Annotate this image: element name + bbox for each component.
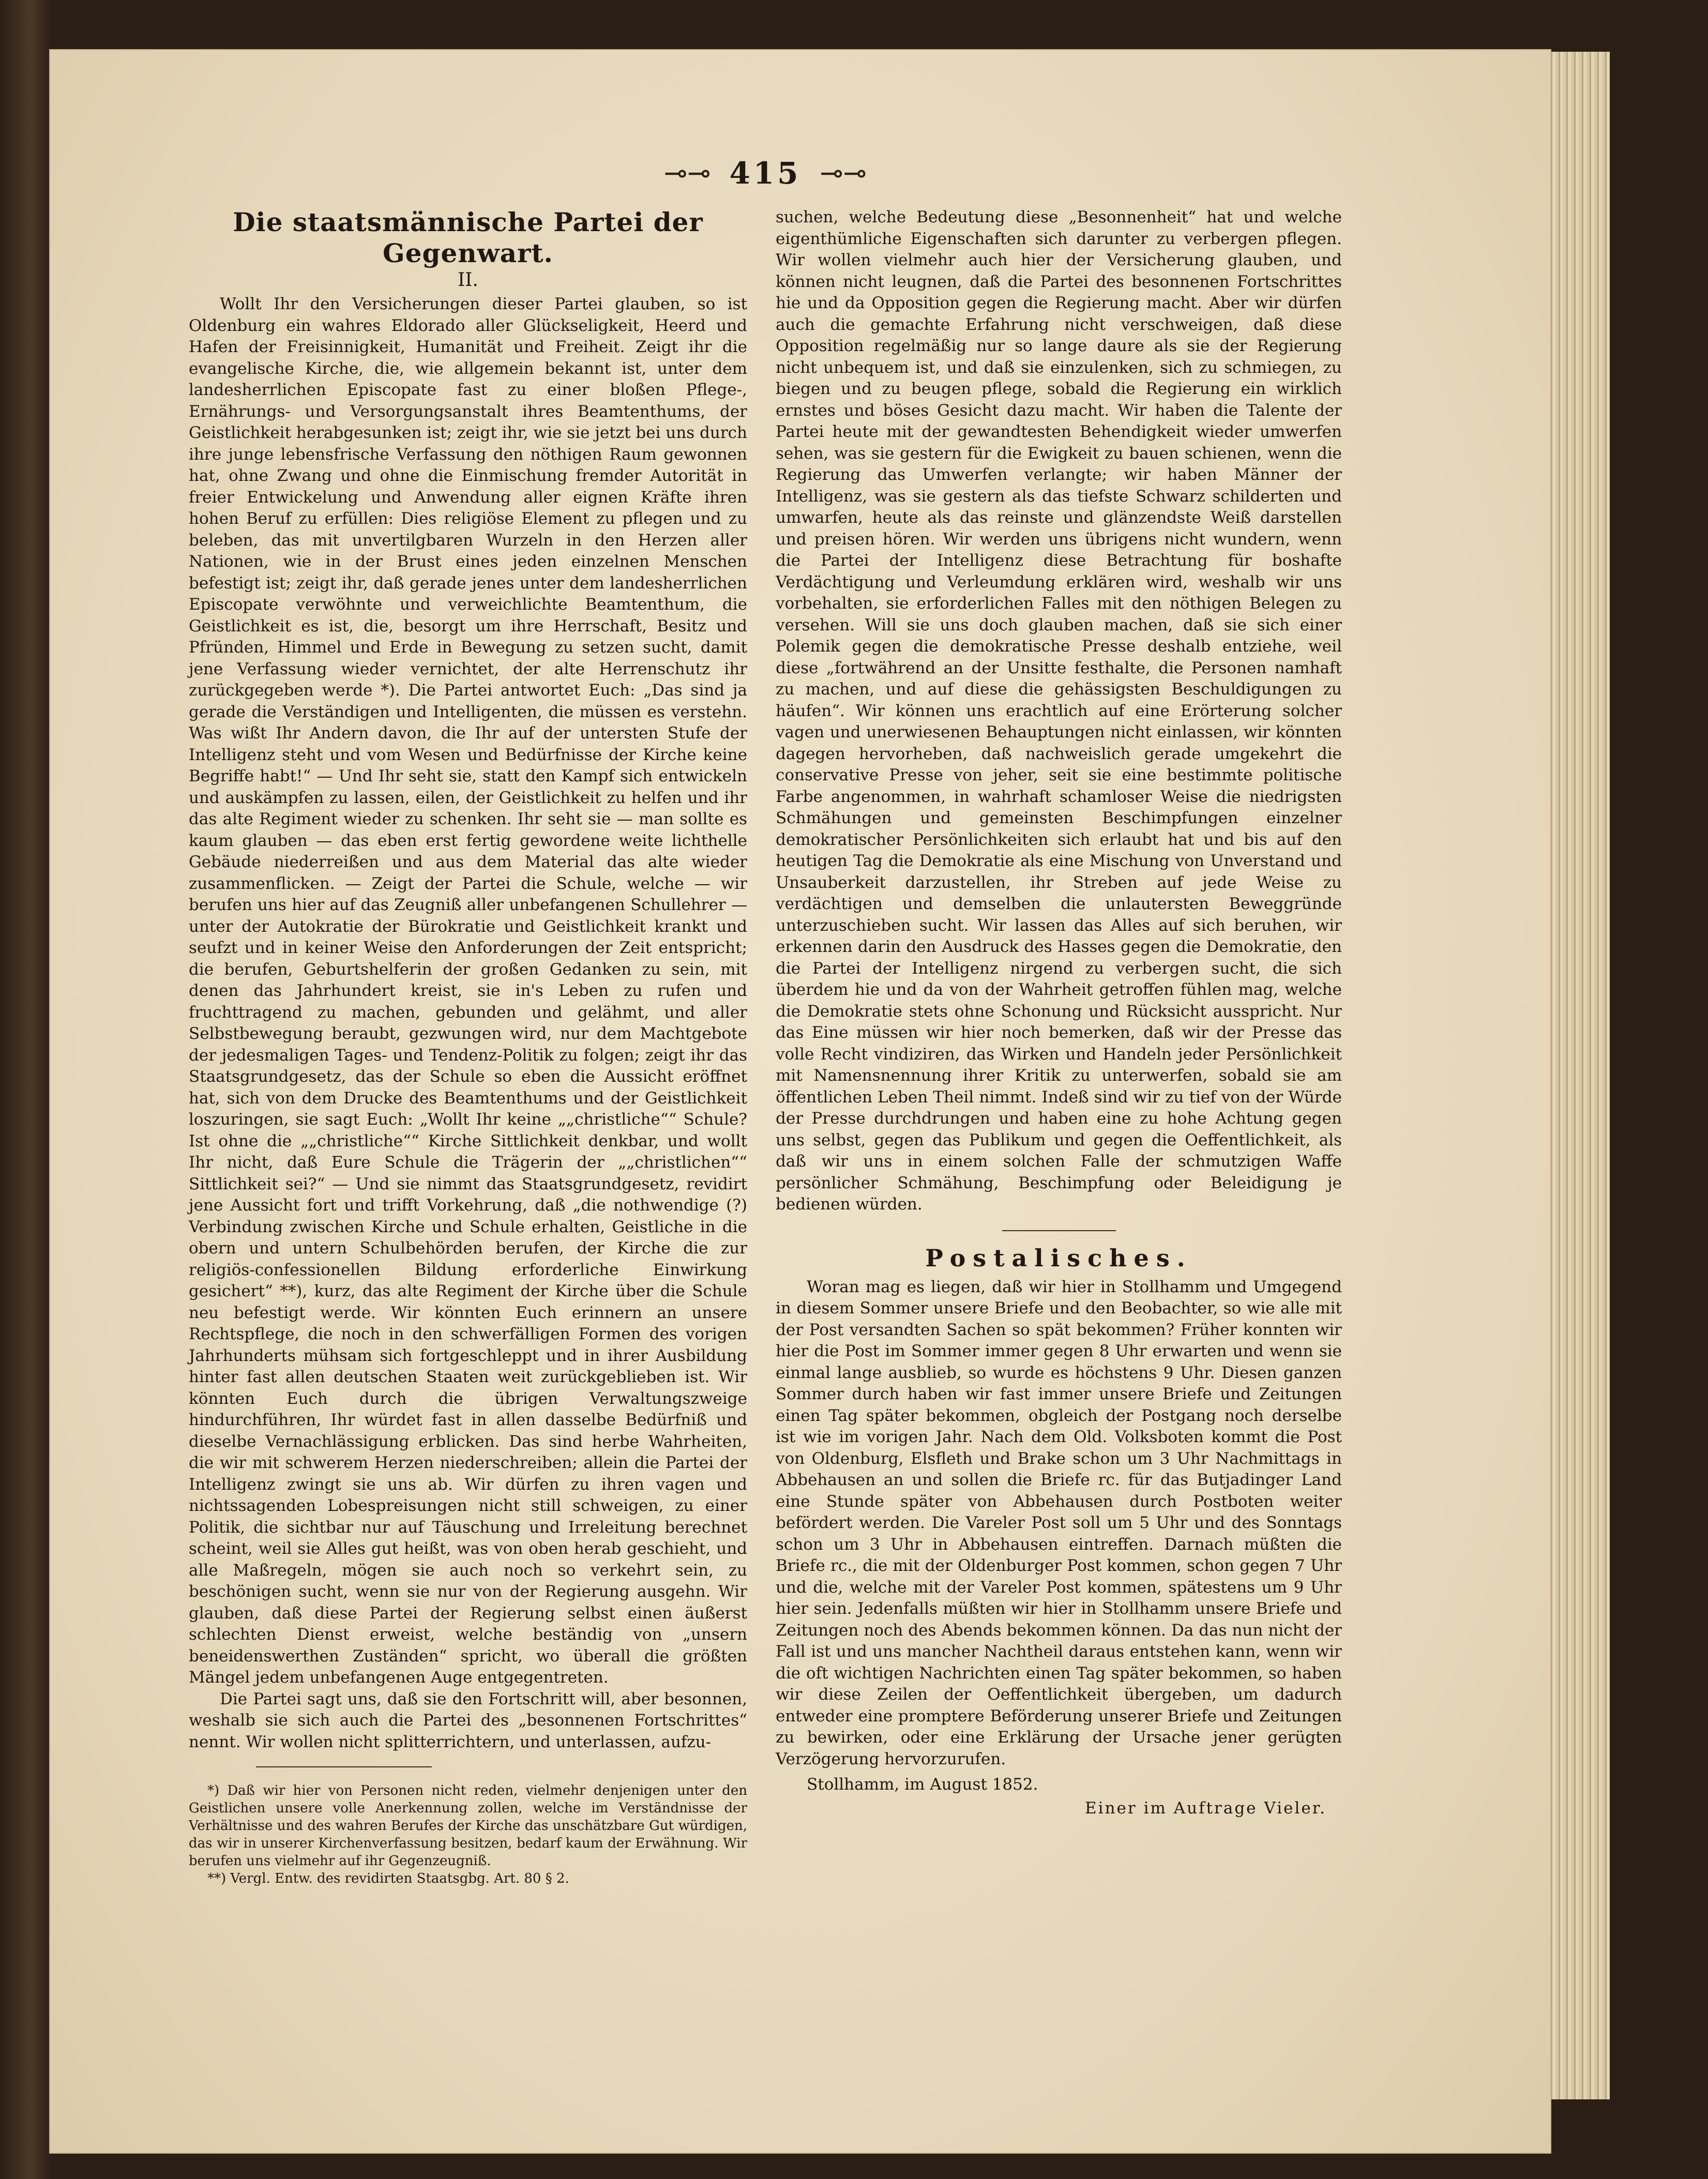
footnote: *) Daß wir hier von Personen nicht reden, vielmehr denjenigen unter den Geistlichen unsere volle Anerkennung zollen, welche im Verständnisse der Verhältnisse und des wahren Berufes der Kirche das unschätzbare Gut würdigen, das wir in unserer Kirchenverfassung besitzen, bedarf kaum der Erwähnung. Wir berufen uns vielmehr auf ihr Gegenzeugniß. xyxy=(189,1783,747,1869)
header-ornament-left: ⊸⊸ xyxy=(663,157,711,189)
header-ornament-right: ⊸⊸ xyxy=(820,157,867,189)
article-paragraph: Woran mag es liegen, daß wir hier in Stollhamm und Umgegend in diesem Sommer unsere Briefe und den Beobachter, so wie alle mit der Post versandten Sachen so spät bekommen? Früher konnten wir hier die Post im Sommer immer gegen 8 Uhr erwarten und wenn sie einmal lange ausblieb, so wurde es höchstens 9 Uhr. Diesen ganzen Sommer durch haben wir fast immer unsere Briefe und Zeitungen einen Tag später bekommen, obgleich der Postgang noch derselbe ist wie im vorigen Jahr. Nach dem Old. Volksboten kommt die Post von Oldenburg, Elsfleth und Brake schon um 3 Uhr Nachmittags in Abbehausen an und sollen die Briefe rc. für das Butjadinger Land eine Stunde später von Abbehausen durch Postboten weiter befördert werden. Die Vareler Post soll um 5 Uhr und des Sonntags schon um 3 Uhr in Abbehausen eintreffen. Darnach müßten die Briefe rc., die mit der Oldenburger Post kommen, schon gegen 7 Uhr und die, welche mit der Vareler Post kommen, spätestens um 9 Uhr hier sein. Jedenfalls müßten wir hier in Stollhamm unsere Briefe und Zeitungen noch des Abends bekommen können. Da das nun nicht der Fall ist und uns mancher Nachtheil daraus entstehen kann, wenn wir die oft wichtigen Nachrichten einen Tag später bekommen, so haben wir diese Zeilen der Oeffentlichkeit übergeben, um dadurch entweder eine promptere Beförderung unserer Briefe und Zeitungen zu bewirken, oder eine Erklärung der Ursache jener gerügten Verzögerung hervorzurufen. xyxy=(776,1277,1342,1768)
footnote: **) Vergl. Entw. des revidirten Staatsgbg. Art. 80 § 2. xyxy=(207,1871,569,1886)
dateline: Stollhamm, im August 1852. xyxy=(807,1775,1038,1794)
signature: Einer im Auftrage Vieler. xyxy=(1085,1798,1326,1818)
article-continuation: suchen, welche Bedeutung diese „Besonnenheit“ hat und welche eigenthümliche Eigenschaften sich darunter zu verbergen pflegen. Wir wollen vielmehr auch hier der Versicherung glauben, und können nicht leugnen, daß die Partei des besonnenen Fortschrittes hie und da Opposition gegen die Regierung macht. Aber wir dürfen auch die gemachte Erfahrung nicht verschweigen, daß diese Opposition regelmäßig nur so lange daure als sie der Regierung nicht unbequem ist, und daß sie einzulenken, sich zu schmiegen, zu biegen und zu beugen pflege, sobald die Regierung ein wirklich ernstes und böses Gesicht dazu macht. Wir haben die Talente der Partei heute mit der gewandtesten Behendigkeit wieder umwerfen sehen, was sie gestern für die Ewigkeit zu bauen schienen, wenn die Regierung das Umwerfen verlangte; wir haben Männer der Intelligenz, was sie gestern als das tiefste Schwarz schilderten und umwarfen, heute als das reinste und glänzendste Weiß darstellen und preisen hören. Wir werden uns übrigens nicht wundern, wenn die Partei der Intelligenz diese Betrachtung für boshafte Verdächtigung und Verleumdung erklären wird, weshalb wir uns vorbehalten, sie erforderlichen Falles mit den nöthigen Belegen zu versehen. Will sie uns doch glauben machen, daß sie sich einer Polemik gegen die demokratische Presse deshalb entziehe, weil diese „fortwährend an der Unsitte festhalte, die Personen namhaft zu machen, und auf diese die gehässigsten Beschuldigungen zu häufen“. Wir können uns erachtlich auf eine Erörterung solcher vagen und unerwiesenen Behauptungen nicht einlassen, wir könnten dagegen hervorheben, daß nachweislich gerade umgekehrt die conservative Presse von jeher, seit sie eine bestimmte politische Farbe angenommen, in wahrhaft schamloser Weise die niedrigsten Schmähungen und gemeinsten Beschimpfungen einzelner demokratischer Persönlichkeiten sich erlaubt hat und bis auf den heutigen Tag die Demokratie als eine Mischung von Unverstand und Unsauberkeit darzustellen, ihr Streben auf jede Weise zu verdächtigen und demselben die unlautersten Beweggründe unterzuschieben sucht. Wir lassen das Alles auf sich beruhen, wir erkennen darin den Ausdruck des Hasses gegen die Demokratie, den die Partei der Intelligenz nirgend zu verbergen sucht, die sich überdem hie und da von der Wahrheit getroffen fühlen mag, welche die Demokratie stets ohne Schonung und Rücksicht ausspricht. Nur das Eine müssen wir hier noch bemerken, daß wir der Presse das volle Recht vindiziren, das Wirken und Handeln jeder Persönlichkeit mit Namensnennung ihrer Kritik zu unterwerfen, sobald sie am öffentlichen Leben Theil nimmt. Indeß sind wir zu tief von der Würde der Presse durchdrungen und haben eine zu hohe Achtung gegen uns selbst, gegen das Publikum und gegen die Oeffentlichkeit, als daß wir uns in einem solchen Falle der schmutzigen Waffe persönlicher Schmähung, Beschimpfung oder Beleidigung je bedienen würden. xyxy=(776,208,1342,1214)
article-paragraph: Die Partei sagt uns, daß sie den Fortschritt will, aber besonnen, weshalb sie sich auch die Partei des „besonnenen Fortschrittes“ nennt. Wir wollen nicht splitterrichtern, und unterlassen, aufzu- xyxy=(189,1689,747,1751)
article-title: Die staatsmännische Partei der Gegenwart. xyxy=(233,207,703,268)
section-divider xyxy=(1002,1230,1116,1231)
article-paragraph: Wollt Ihr den Versicherungen dieser Partei glauben, so ist Oldenburg ein wahres Eldorado aller Glückseligkeit, Heerd und Hafen der Freisinnigkeit, Humanität und Freiheit. Zeigt ihr die evangelische Kirche, die, wie allgemein bekannt ist, unter dem landesherrlichen Episcopate fast zu einer bloßen Pflege-, Ernährungs- und Versorgungsanstalt ihres Beamtenthums, der Geistlichkeit herabgesunken ist; zeigt ihr, wie sie jetzt bei uns durch ihre junge lebensfrische Verfassung den nöthigen Raum gewonnen hat, ohne Zwang und ohne die Einmischung fremder Autorität in freier Entwickelung und Anwendung aller eignen Kräfte ihren hohen Beruf zu erfüllen: Dies religiöse Element zu pflegen und zu beleben, das mit unvertilgbaren Wurzeln in den Herzen aller Nationen, wie in der Brust eines jeden einzelnen Menschen befestigt ist; zeigt ihr, daß gerade jenes unter dem landesherrlichen Episcopate verwöhnte und verweichlichte Beamtenthum, die Geistlichkeit es ist, die, besorgt um ihre Herrschaft, Besitz und Pfründen, Himmel und Erde in Bewegung zu setzen sucht, damit jene Verfassung wieder vernichtet, der alte Herrenschutz ihr zurückgegeben werde *). Die Partei antwortet Euch: „Das sind ja gerade die Verständigen und Intelligenten, die müssen es verstehn. Was wißt Ihr Andern davon, die Ihr auf der untersten Stufe der Intelligenz steht und vom Wesen und Bedürfnisse der Kirche keine Begriffe habt!“ — Und Ihr seht sie, statt den Kampf sich entwickeln und auskämpfen zu lassen, eilen, der Geistlichkeit zu helfen und ihr das alte Regiment wieder zu schenken. Ihr seht sie — man sollte es kaum glauben — das eben erst fertig gewordene weite lichthelle Gebäude niederreißen und aus dem Material das alte wieder zusammenflicken. — Zeigt der Partei die Schule, welche — wir berufen uns hier auf das Zeugniß aller unbefangenen Schullehrer — unter der Autokratie der Bürokratie und Geistlichkeit krankt und seufzt und in keiner Weise den Anforderungen der Zeit entspricht; die berufen, Geburtshelferin der großen Gedanken zu sein, mit denen das Jahrhundert kreist, sie in's Leben zu rufen und fruchttragend zu machen, gebunden und gelähmt, und aller Selbstbewegung beraubt, gezwungen wird, nur dem Machtgebote der jedesmaligen Tages- und Tendenz-Politik zu folgen; zeigt ihr das Staatsgrundgesetz, das der Schule so eben die Aussicht eröffnet hat, sich von dem Drucke des Beamtenthums und der Geistlichkeit loszuringen, sie sagt Euch: „Wollt Ihr keine „„christliche““ Schule? Ist ohne die „„christliche““ Kirche Sittlichkeit denkbar, und wollt Ihr nicht, daß Eure Schule die Trägerin der „„christlichen““ Sittlichkeit sei?“ — Und sie nimmt das Staatsgrundgesetz, revidirt jene Aussicht fort und trifft Vorkehrung, daß „die nothwendige (?) Verbindung zwischen Kirche und Schule erhalten, Geistliche in die obern und untern Schulbehörden berufen, der Kirche die zur religiös-confessionellen Bildung erforderliche Einwirkung gesichert“ **), kurz, das alte Regiment der Kirche über die Schule neu befestigt werde. Wir könnten Euch erinnern an unsere Rechtspflege, die noch in den schwerfälligen Formen des vorigen Jahrhunderts mühsam sich fortgeschleppt und in ihrer Ausbildung hinter fast allen deutschen Staaten weit zurückgeblieben ist. Wir könnten Euch durch die übrigen Verwaltungszweige hindurchführen, Ihr würdet fast in allen dasselbe Bedürfniß und dieselbe Vernachlässigung erblicken. Das sind herbe Wahrheiten, die wir mit schwerem Herzen niederschreiben; allein die Partei der Intelligenz zwingt sie uns ab. Wir dürfen zu ihren vagen und nichtssagenden Lobespreisungen nicht still schweigen, zu einer Politik, die sichtbar nur auf Täuschung und Irreleitung berechnet scheint, weil sie Alles gut heißt, was von oben herab geschieht, und alle Maßregeln, mögen sie auch noch so verkehrt sein, zu beschönigen sucht, wenn sie nur von der Regierung ausgehn. Wir glauben, daß diese Partei der Regierung selbst einen äußerst schlechten Dienst erweist, welche beständig von „unsern beneidenswerthen Zuständen“ spricht, wo überall die größten Mängel jedem unbefangenen Auge entgegentreten. xyxy=(189,295,748,1687)
article-part: II. xyxy=(458,269,478,291)
section-title: Postalisches. xyxy=(925,1244,1192,1272)
page-number: 415 xyxy=(729,156,802,191)
page-header xyxy=(657,150,874,196)
footnote-rule xyxy=(256,1766,432,1767)
left-column xyxy=(189,207,747,1887)
right-column xyxy=(776,207,1342,1819)
